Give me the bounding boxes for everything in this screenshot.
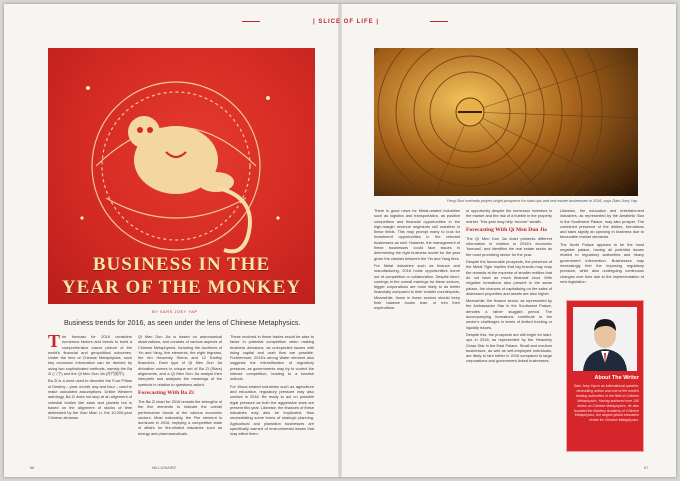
section-heading: Forecasting With Ba Zi bbox=[138, 389, 194, 396]
paragraph: These involved in these trades would be wise to factor in potential competition when making business decisions, as unexpected issues with rising capital and cash flow are possible. Furthermore, 2016's strong Water element also suggests the intensification of regulatory pressure, as governments may try to control the intense competition, leading to a bearish outlook. bbox=[230, 334, 314, 382]
hero-illustration bbox=[48, 48, 315, 304]
writer-portrait bbox=[573, 307, 637, 371]
header-rule-right bbox=[430, 21, 448, 22]
paragraph: Despite this, the prospects are still bright for start-ups in 2016, as represented by the Heavenly Grass Star in the East Palace. Small and medium businesses, as well as self-employed individuals, are likely to fare better in 2016 compared to large corporations and government-linked businesses. bbox=[466, 331, 552, 364]
page-fold bbox=[338, 4, 342, 477]
paragraph: Despite the favourable prospects, the presence of the Metal Tiger implies that big brands may reap the rewards at the expense of smaller entities that do not have as much financial clout. With negative formations also present in the same palace, the chances of capitalising on fire sales of distressed properties and assets are also higher. bbox=[466, 259, 552, 296]
article-column-3 bbox=[230, 334, 314, 464]
page-number-right: 67 bbox=[644, 466, 649, 470]
paragraph: Meanwhile, the finance sector, as represented by the Ambassador Star in the Southwest Palace, denotes a rather sluggish period. The accompanying formations contribute to the sector's challenges in terms of limited funding or liquidity issues. bbox=[466, 298, 552, 330]
paragraph: Likewise, the education and entertainment industries, as represented by the Aesthetic Star in the Southwest Palace, may also prosper. The combined presence of the deities, formations and stars signify an upswing in business due to favourable market demands. bbox=[560, 208, 644, 240]
paragraph: Qi Men Dun Jia is based on astronomical observations, and consists of various aspects of Chinese Metaphysics, including the doctrines of Yin and Yang, five elements, the eight trigrams, the ten Heavenly Stems and 12 Earthly Branches. Each type of Qi Men Dun Jia divination comes to unique set of Ba Zi (Stars) alignments, and a Qi Men Dun Jia analyst then interprets and analyses the meanings of the symbols in relation to questions asked. bbox=[138, 334, 222, 387]
section-heading: Forecasting With Qi Men Dun Jia bbox=[466, 226, 547, 233]
about-writer-box bbox=[566, 300, 644, 452]
writer-portrait-icon bbox=[573, 307, 637, 371]
article-title-line1: BUSINESS IN THE bbox=[92, 254, 271, 275]
section-label: | SLICE OF LIFE | bbox=[312, 19, 380, 25]
page-number-left: 66 bbox=[30, 466, 35, 470]
byline: BY SARS JOEY YAP bbox=[152, 309, 198, 314]
magazine-spread bbox=[4, 4, 676, 477]
about-writer-bio: Dato Joey Yap is an international speaker, bestselling author and one of the world's leading authorities in the field of Chinese Metaphysics. Having authored over 160 books on Chinese Metaphysics, he also founded the Mastery Academy of Chinese Metaphysics, the largest global education centre for Chinese Metaphysics. bbox=[573, 384, 639, 423]
compass-photo bbox=[374, 48, 638, 196]
article-column-6 bbox=[560, 208, 644, 296]
paragraph: There is good news for Metal-related industries such as logistics and transportation, as positive competition and financial opportunities in the high-margin revenue segments will manifest in these fields. This may prompt many to look for investment opportunities in the relevant businesses as well. However, the management of these businesses could face issues in determining the right business model for the year given the clashes between the Yin and Yang fires. bbox=[374, 208, 460, 261]
paragraph: Ba Zi is a word used to describe the Four Pillars of Destiny – year, month, day and hour – used to make calculated assumptions. Unlike Western astrology, Ba Zi does not stop at an alignment of celestial bodies like stars and planets but is based on the alignment of stocks of time delineated by the Xian Mian Li, the 10,000-year Chinese almanac. bbox=[48, 378, 132, 421]
photo-caption: Feng Shui methods project bright prospects for start-ups and real estate businesses in 2016, says Dato Joey Yap. bbox=[446, 199, 638, 203]
article-column-2 bbox=[138, 334, 222, 464]
paragraph: For Metal industries such as finance and manufacturing, 2016 holds opportunities borne out of competition or collaboration. Despite short-comings in the overall earnings for these sectors, bigger corporations are more likely to do better financially compared to their smaller counterparts. Meanwhile, those in these sectors should keep their balance books lean, or trim their expenditure. bbox=[374, 262, 460, 311]
paragraph: The Qi Men Dun Jia chart presents different information in relation to 2016's economic 'forecast', and identifies the real estate sector as the most promising sector for the year. bbox=[466, 235, 552, 257]
about-writer-heading: About The Writer bbox=[594, 375, 639, 381]
paragraph: he forecast for 2016 considers numerous factors and trends to build a comprehensive macro picture of the world's financial and geopolitical outcomes. Under the lens of Chinese Metaphysics, such key economic information can be derived by using two sophisticated methods, namely the Ba Zi (八字) and the Qi Men Dun Jia (奇門遁甲). bbox=[48, 334, 132, 377]
paragraph: The North Palace appears to be the most negative palace, having all potential issues related to regulatory authorities and heavy government intervention. Businesses may increasingly feel the imposing regulatory pressure, while also undergoing continuous changes over time due to the implementation of new legislation. bbox=[560, 241, 644, 284]
article-title-line2: YEAR OF THE MONKEY bbox=[61, 277, 302, 298]
article-column-4 bbox=[374, 208, 460, 464]
paragraph: or opportunity despite the numerous investors in the market and the risk of a bubble in the property market. This year may help 'recover' wealth. bbox=[466, 208, 552, 224]
article-column-1 bbox=[48, 334, 132, 464]
article-subtitle: Business trends for 2016, as seen under the lens of Chinese Metaphysics. bbox=[64, 318, 301, 327]
feng-shui-photo bbox=[374, 48, 638, 196]
paragraph: The Ba Zi chart for 2016 reveals the strengths of the five elements to indicate the overall performance trends of the various economic sectors. Most noticeably, the Fire element is dominant in 2016, implying a competitive state of affairs for fire-related industries such as energy and pharmaceuticals. bbox=[138, 398, 222, 436]
dropcap: T bbox=[48, 334, 61, 351]
magazine-name: MILLIONAIRE bbox=[152, 466, 177, 470]
article-column-5 bbox=[466, 208, 552, 464]
paragraph: For Wood-related industries such as agriculture and education, regulatory pressure may also surface in 2016. Be ready to act on possible legal pressure as both the aggressive stars are present this year. Likewise, the finances of these industries may also be implicated, thus necessitating some forms of strategic planning. Agricultural and plantation businesses are specifically warned of environmental issues that may affect them. bbox=[230, 383, 314, 437]
